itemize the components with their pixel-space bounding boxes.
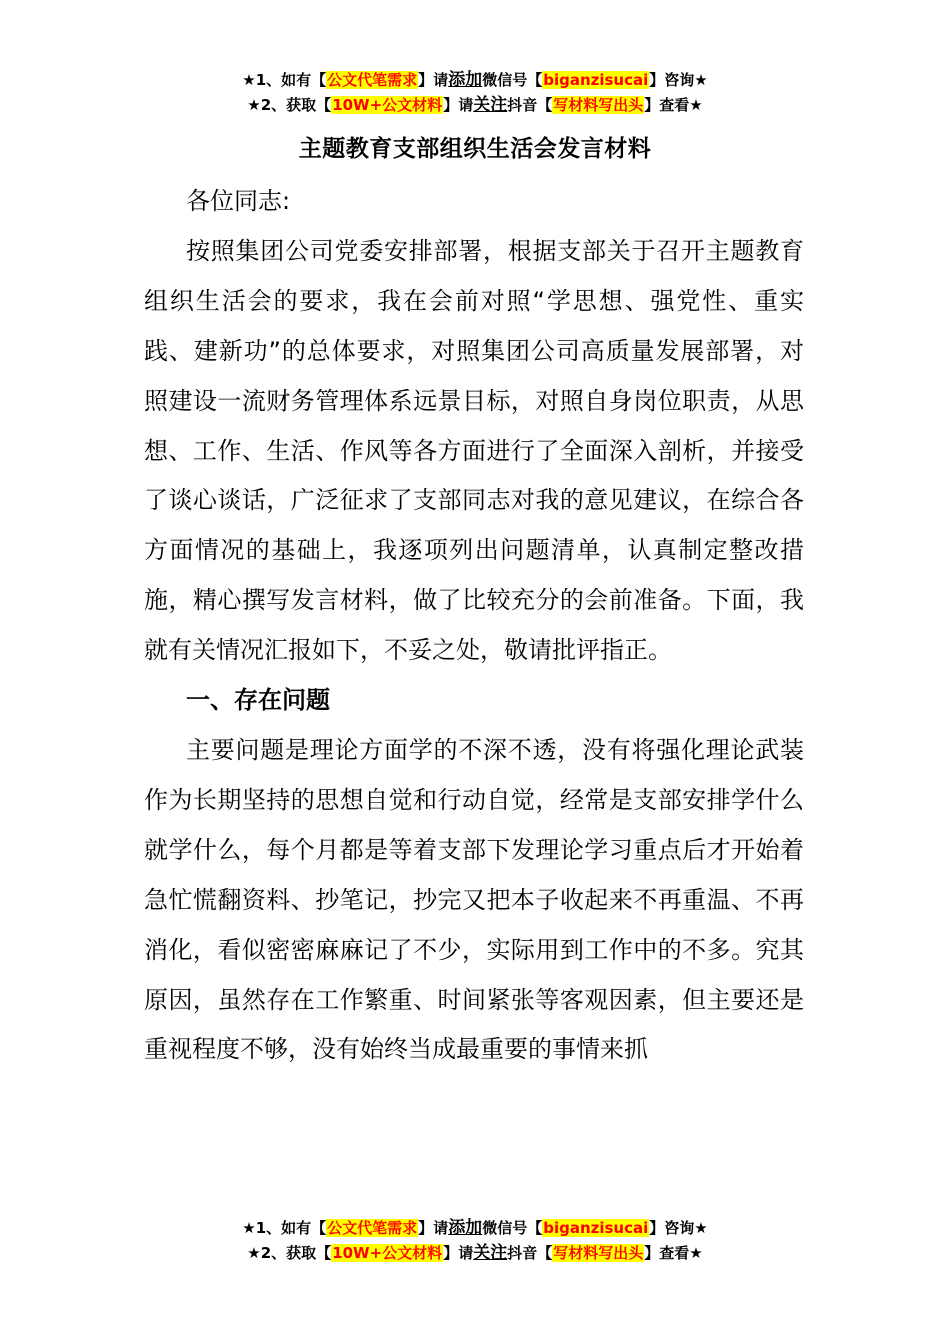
banner-highlight: 10W+公文材料 — [332, 96, 443, 114]
section-heading: 一、存在问题 — [186, 686, 330, 715]
banner-highlight: 公文代笔需求 — [327, 71, 418, 89]
banner-underline: 关注 — [473, 95, 508, 115]
document-title: 主题教育支部组织生活会发言材料 — [298, 136, 652, 162]
banner-text: 抖音【 — [507, 1244, 553, 1262]
salutation: 各位同志: — [186, 187, 291, 215]
banner-line-2 — [0, 1241, 950, 1266]
banner-underline: 关注 — [473, 1243, 508, 1263]
section-paragraph: 主要问题是理论方面学的不深不透，没有将强化理论武装作为长期坚持的思想自觉和行动自觉，经常是支部安排学什么就学什么，每个月都是等着支部下发理论学习重点后才开始着急忙慌翻资料、抄笔记，抄完又把本子收起来不再重温、不再消化，看似密密麻麻记了不少，实际用到工作中的不多。究其原因，虽然存在工作繁重、时间紧张等客观因素，但主要还是重视程度不够，没有始终当成最重要的事情来抓 — [144, 735, 804, 1064]
banner-text: 】请 — [443, 96, 474, 114]
banner-douyin-id: 写材料写出头 — [553, 96, 644, 114]
banner-text: 微信号【 — [482, 1219, 543, 1237]
banner-wechat-id: biganzisucai — [543, 1219, 649, 1237]
intro-paragraph: 按照集团公司党委安排部署，根据支部关于召开主题教育组织生活会的要求，我在会前对照“学思想、强党性、重实践、建新功”的总体要求，对照集团公司高质量发展部署，对照建设一流财务管理体系远景目标，对照自身岗位职责，从思想、工作、生活、作风等各方面进行了全面深入剖析，并接受了谈心谈话，广泛征求了支部同志对我的意见建议，在综合各方面情况的基础上，我逐项列出问题清单，认真制定整改措施，精心撰写发言材料，做了比较充分的会前准备。下面，我就有关情况汇报如下，不妥之处，敬请批评指正。 — [144, 236, 804, 665]
banner-prefix: ★2、获取【 — [247, 96, 332, 114]
banner-text: 微信号【 — [482, 71, 543, 89]
banner-underline: 添加 — [448, 1218, 483, 1238]
banner-line-2 — [0, 93, 950, 118]
header-banner — [0, 68, 950, 118]
banner-underline: 添加 — [448, 70, 483, 90]
banner-highlight: 公文代笔需求 — [327, 1219, 418, 1237]
banner-text: 抖音【 — [507, 96, 553, 114]
banner-suffix: 】查看★ — [644, 1244, 703, 1262]
banner-text: 】请 — [443, 1244, 474, 1262]
banner-wechat-id: biganzisucai — [543, 71, 649, 89]
banner-prefix: ★1、如有【 — [242, 1219, 327, 1237]
banner-line-1 — [0, 1216, 950, 1241]
banner-douyin-id: 写材料写出头 — [553, 1244, 644, 1262]
banner-text: 】请 — [418, 71, 449, 89]
banner-prefix: ★2、获取【 — [247, 1244, 332, 1262]
banner-line-1 — [0, 68, 950, 93]
footer-banner — [0, 1216, 950, 1266]
banner-prefix: ★1、如有【 — [242, 71, 327, 89]
banner-highlight: 10W+公文材料 — [332, 1244, 443, 1262]
banner-text: 】请 — [418, 1219, 449, 1237]
document-body — [144, 177, 804, 1075]
banner-suffix: 】查看★ — [644, 96, 703, 114]
banner-suffix: 】咨询★ — [649, 1219, 708, 1237]
banner-suffix: 】咨询★ — [649, 71, 708, 89]
